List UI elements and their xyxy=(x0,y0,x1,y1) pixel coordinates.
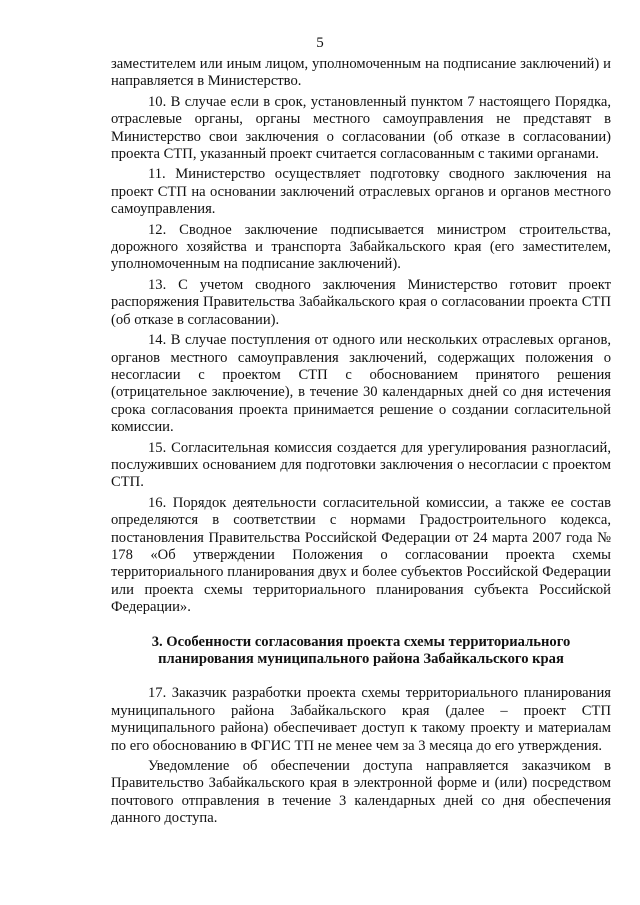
page-number: 5 xyxy=(316,35,324,51)
paragraph-15: 15. Согласительная комиссия создается для урегулирования разногласий, послуживших основанием для подготовки заключения о несогласии с проектом СТП. xyxy=(111,439,611,491)
paragraph-10: 10. В случае если в срок, установленный пунктом 7 настоящего Порядка, отраслевые органы, органы местного самоуправления не представят в Министерство свои заключения о согласовании (об отказе в согласовании) проекта СТП, указанный проект считается согласованным с такими органами. xyxy=(111,93,611,163)
paragraph-17: 17. Заказчик разработки проекта схемы территориального планирования муниципального района Забайкальского края (далее – проект СТП муниципального района) обеспечивает доступ к такому проекту и материалам по его обоснованию в ФГИС ТП не менее чем за 3 месяца до его утверждения. xyxy=(111,685,611,754)
paragraph-notification: Уведомление об обеспечении доступа направляется заказчиком в Правительство Забайкальского края в электронной форме и (или) посредством почтового отправления в течение 3 календарных дней со дня обеспечения данного доступа. xyxy=(111,758,611,827)
paragraph-11: 11. Министерство осуществляет подготовку сводного заключения на проект СТП на основании заключений отраслевых органов и органов местного самоуправления. xyxy=(111,166,611,218)
paragraph-continuation: заместителем или иным лицом, уполномоченным на подписание заключений) и направляется в Министерство. xyxy=(111,56,611,90)
section-heading: 3. Особенности согласования проекта схемы территориального планирования муниципального района Забайкальского края xyxy=(151,633,571,667)
paragraph-13: 13. С учетом сводного заключения Министерство готовит проект распоряжения Правительства Забайкальского края о согласовании проекта СТП (об отказе в согласовании). xyxy=(111,276,611,328)
paragraph-16: 16. Порядок деятельности согласительной комиссии, а также ее состав определяются в соответствии с нормами Градостроительного кодекса, постановления Правительства Российской Федерации от 24 марта 2007 года № 178 «Об утверждении Положения о согласовании проекта схемы территориального планирования двух и более субъектов Российской Федерации или проекта схемы территориального планирования субъекта Российской Федерации». xyxy=(111,494,611,616)
paragraph-14: 14. В случае поступления от одного или нескольких отраслевых органов, органов местного самоуправления заключений, содержащих положения о несогласии с проектом СТП с обоснованием принятого решения (отрицательное заключение), в течение 30 календарных дней со дня истечения срока согласования проекта принимается решение о создании согласительной комиссии. xyxy=(111,332,611,436)
document-body xyxy=(111,56,611,828)
paragraph-12: 12. Сводное заключение подписывается министром строительства, дорожного хозяйства и транспорта Забайкальского края (его заместителем, уполномоченным на подписание заключений). xyxy=(111,221,611,273)
